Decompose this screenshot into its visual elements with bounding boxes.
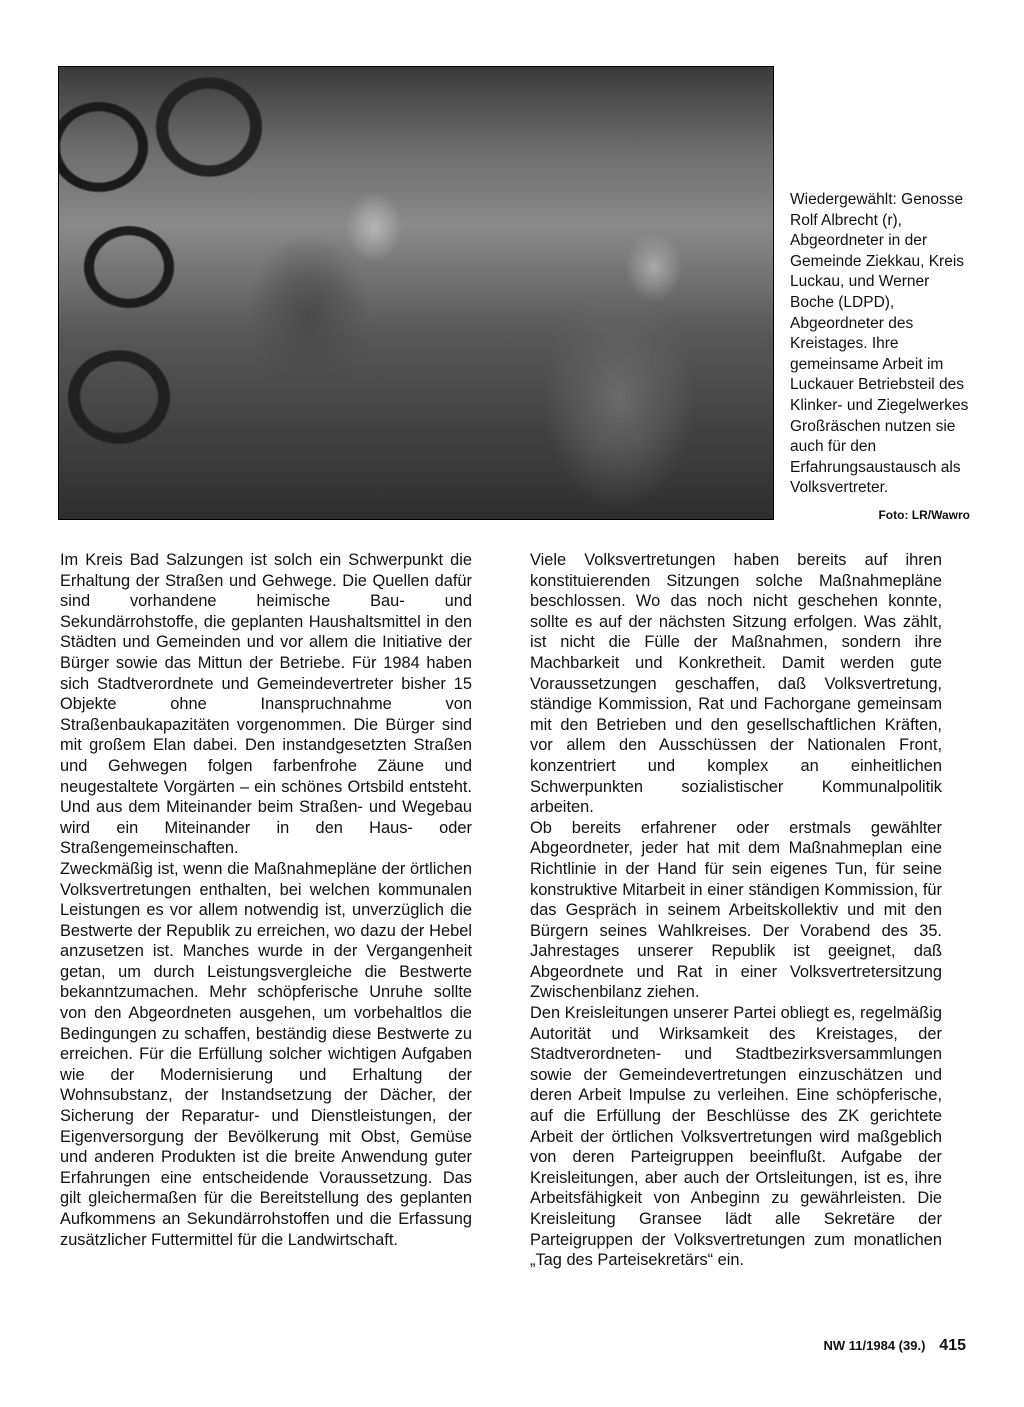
photo-two-men-in-factory	[58, 66, 774, 520]
photo-credit: Foto: LR/Wawro	[878, 508, 970, 522]
paragraph: Ob bereits erfahrener oder erstmals gewählter Abgeordneter, jeder hat mit dem Maßnahmeplan eine Richtlinie in der Hand für sein eigenes Tun, für seine konstruktive Mitarbeit in einer ständigen Kommission, für das Gespräch in seinem Arbeitskollektiv und mit den Bürgern seines Wahlkreises. Der Vorabend des 35. Jahrestages unserer Republik ist geeignet, daß Abgeordnete und Rat in einer Volksvertretersitzung Zwischenbilanz ziehen.	[530, 818, 942, 1002]
page-footer	[824, 1337, 966, 1355]
right-column	[530, 550, 942, 1271]
paragraph: Im Kreis Bad Salzungen ist solch ein Schwerpunkt die Erhaltung der Straßen und Gehwege. Die Quellen dafür sind vorhandene heimische Bau- und Sekundärrohstoffe, die geplanten Haushaltsmittel in den Städten und Gemeinden und vor allem die Initiative der Bürger sowie das Mittun der Betriebe. Für 1984 haben sich Stadtverordnete und Gemeindevertreter bisher 15 Objekte ohne Inanspruchnahme von Straßenbaukapazitäten vorgenommen. Die Bürger sind mit großem Elan dabei. Den instandgesetzten Straßen und Gehwegen folgen farbenfrohe Zäune und neugestaltete Vorgärten – ein schönes Ortsbild entsteht. Und aus dem Miteinander beim Straßen- und Wegebau wird ein Miteinander in den Haus- oder Straßengemeinschaften.	[60, 551, 472, 858]
left-column	[60, 550, 472, 1250]
page-number: 415	[939, 1337, 966, 1354]
photo-caption: Wiedergewählt: Genosse Rolf Albrecht (r), Abgeordneter in der Gemeinde Ziekkau, Kreis Luckau, und Werner Boche (LDPD), Abgeordneter des Kreistages. Ihre gemeinsame Arbeit im Luckauer Betriebsteil des Klinker- und Ziegelwerkes Großräschen nutzen sie auch für den Erfahrungsaustausch als Volksvertreter.	[790, 191, 969, 497]
journal-reference: NW 11/1984 (39.)	[823, 1338, 926, 1353]
paragraph: Zweckmäßig ist, wenn die Maßnahmepläne der örtlichen Volksvertretungen enthalten, bei welchen kommunalen Leistungen es vor allem notwendig ist, unverzüglich die Bestwerte der Republik zu erreichen, wo dazu der Hebel anzusetzen ist. Manches wurde in der Vergangenheit getan, um durch Leistungsvergleiche die Bestwerte bekanntzumachen. Mehr schöpferische Unruhe sollte von den Abgeordneten ausgehen, um vorbehaltlos die Bedingungen zu schaffen, beständig diese Bestwerte zu erreichen. Für die Erfüllung solcher wichtigen Aufgaben wie der Modernisierung und Erhaltung der Wohnsubstanz, der Instandsetzung der Dächer, der Sicherung der Reparatur- und Dienstleistungen, der Eigenversorgung der Bevölkerung mit Obst, Gemüse und anderen Produkten ist die breite Anwendung guter Erfahrungen eine entscheidende Voraussetzung. Das gilt gleichermaßen für die Bereitstellung des geplanten Aufkommens an Sekundärrohstoffen und die Erfassung zusätzlicher Futtermittel für die Landwirtschaft.	[60, 859, 472, 1249]
paragraph: Viele Volksvertretungen haben bereits auf ihren konstituierenden Sitzungen solche Maßnahmepläne beschlossen. Wo das noch nicht geschehen konnte, sollte es auf der nächsten Sitzung erfolgen. Was zählt, ist nicht die Fülle der Maßnahmen, sondern ihre Machbarkeit und Konkretheit. Damit werden gute Voraussetzungen geschaffen, daß Volksvertretung, ständige Kommission, Rat und Fachorgane gemeinsam mit den Betrieben und den gesellschaftlichen Kräften, vor allem den Ausschüssen der Nationalen Front, konzentriert und komplex an einheitlichen Schwerpunkten sozialistischer Kommunalpolitik arbeiten.	[530, 551, 942, 817]
paragraph: Den Kreisleitungen unserer Partei obliegt es, regelmäßig Autorität und Wirksamkeit des Kreistages, der Stadtverordneten- und Stadtbezirksversammlungen sowie der Gemeindevertretungen einzuschätzen und deren Arbeit Impulse zu verleihen. Eine schöpferische, auf die Erfüllung der Beschlüsse des ZK gerichtete Arbeit der örtlichen Volksvertretungen wird maßgeblich von deren Parteigruppen beeinflußt. Aufgabe der Kreisleitungen, aber auch der Ortsleitungen, ist es, ihre Arbeitsfähigkeit von Anbeginn zu gewährleisten. Die Kreisleitung Gransee lädt alle Sekretäre der Parteigruppen der Volksvertretungen zum monatlichen „Tag des Parteisekretärs“ ein.	[530, 1004, 942, 1270]
